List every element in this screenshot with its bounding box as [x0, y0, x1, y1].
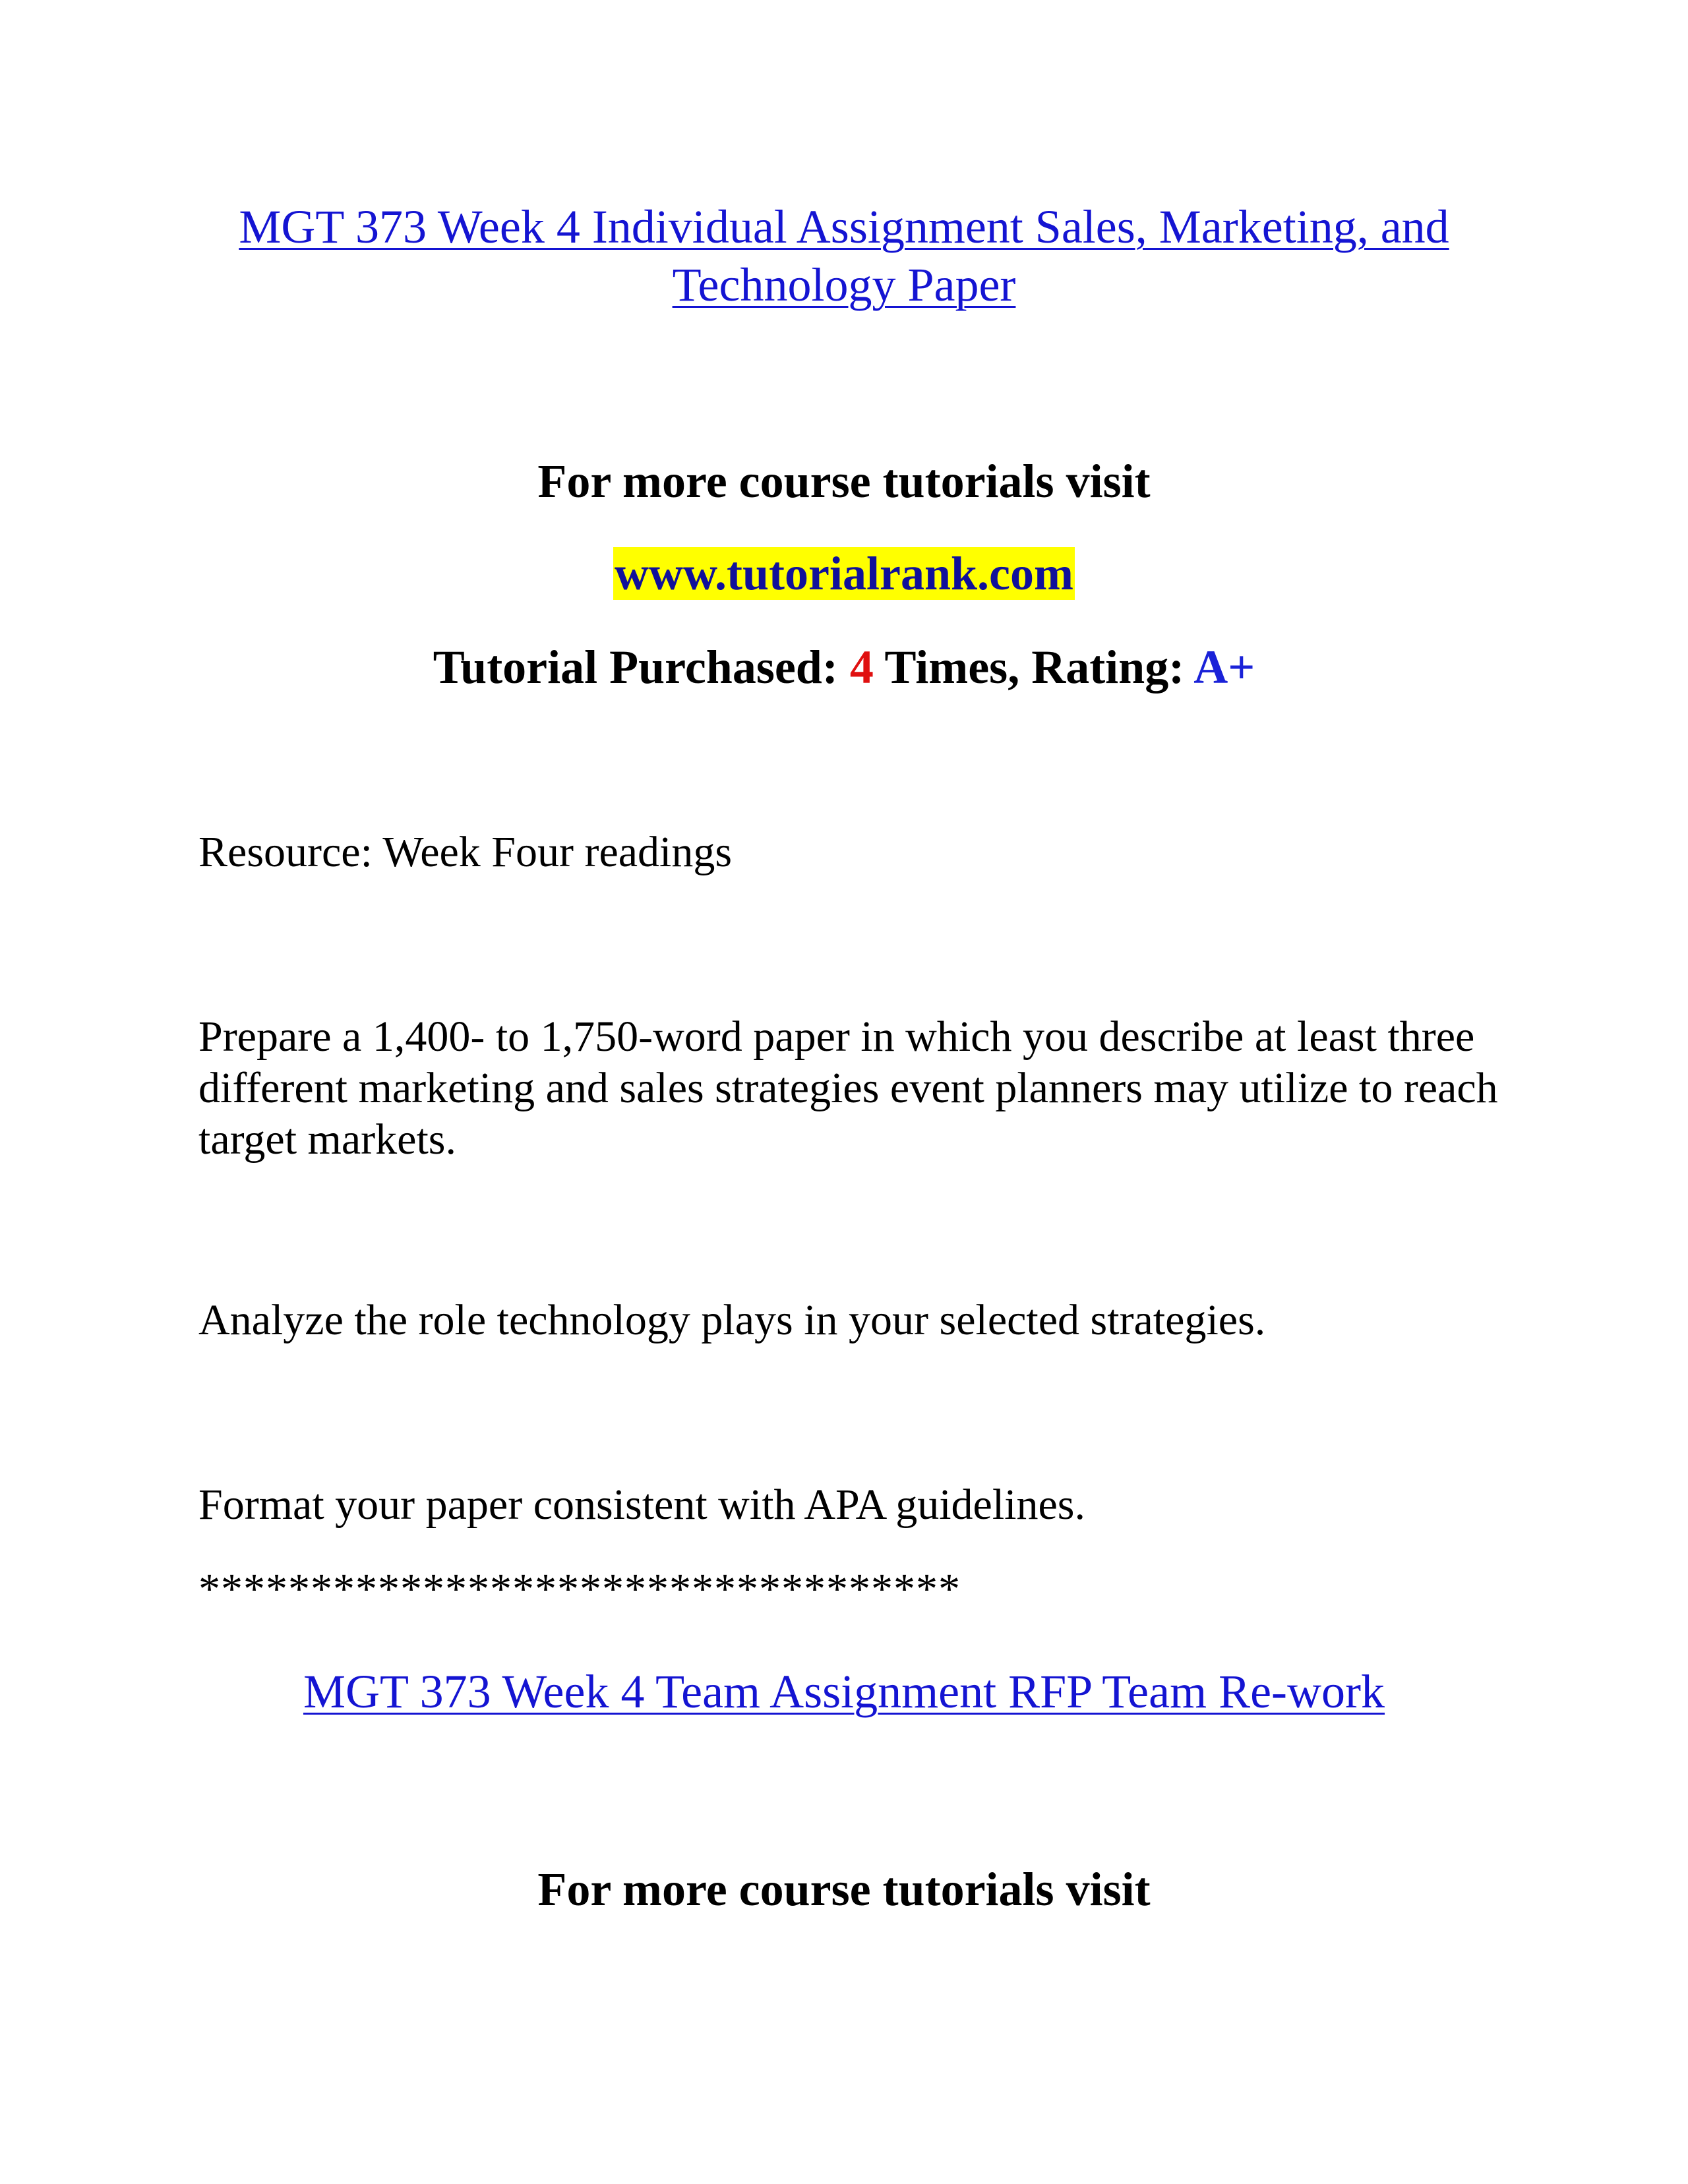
times-rating-label: Times, Rating:: [873, 641, 1194, 694]
title-link-container: [185, 198, 1503, 314]
format-paragraph: Format your paper consistent with APA guidelines.: [198, 1481, 1085, 1529]
url-line: [0, 545, 1688, 603]
separator-stars: **********************************: [198, 1565, 961, 1613]
next-link-container: [0, 1663, 1688, 1721]
prepare-paragraph: Prepare a 1,400- to 1,750-word paper in which you describe at least three different marketing and sales strategies event planners may utilize to reach target markets.: [198, 1013, 1498, 1164]
visit-text: For more course tutorials visit: [537, 455, 1151, 508]
rating-value: A+: [1193, 641, 1255, 694]
purchase-info: [0, 638, 1688, 696]
resource-paragraph: Resource: Week Four readings: [198, 828, 733, 876]
assignment-title-link[interactable]: MGT 373 Week 4 Individual Assignment Sales, Marketing, and Technology Paper: [239, 200, 1449, 311]
analyze-paragraph: Analyze the role technology plays in your selected strategies.: [198, 1296, 1266, 1344]
purchased-label: Tutorial Purchased:: [433, 641, 850, 694]
team-assignment-link[interactable]: MGT 373 Week 4 Team Assignment RFP Team Re-work: [303, 1665, 1385, 1718]
purchased-count: 4: [849, 641, 874, 694]
footer-visit-text: For more course tutorials visit: [537, 1863, 1151, 1916]
tutorial-url-link[interactable]: www.tutorialrank.com: [615, 547, 1073, 600]
